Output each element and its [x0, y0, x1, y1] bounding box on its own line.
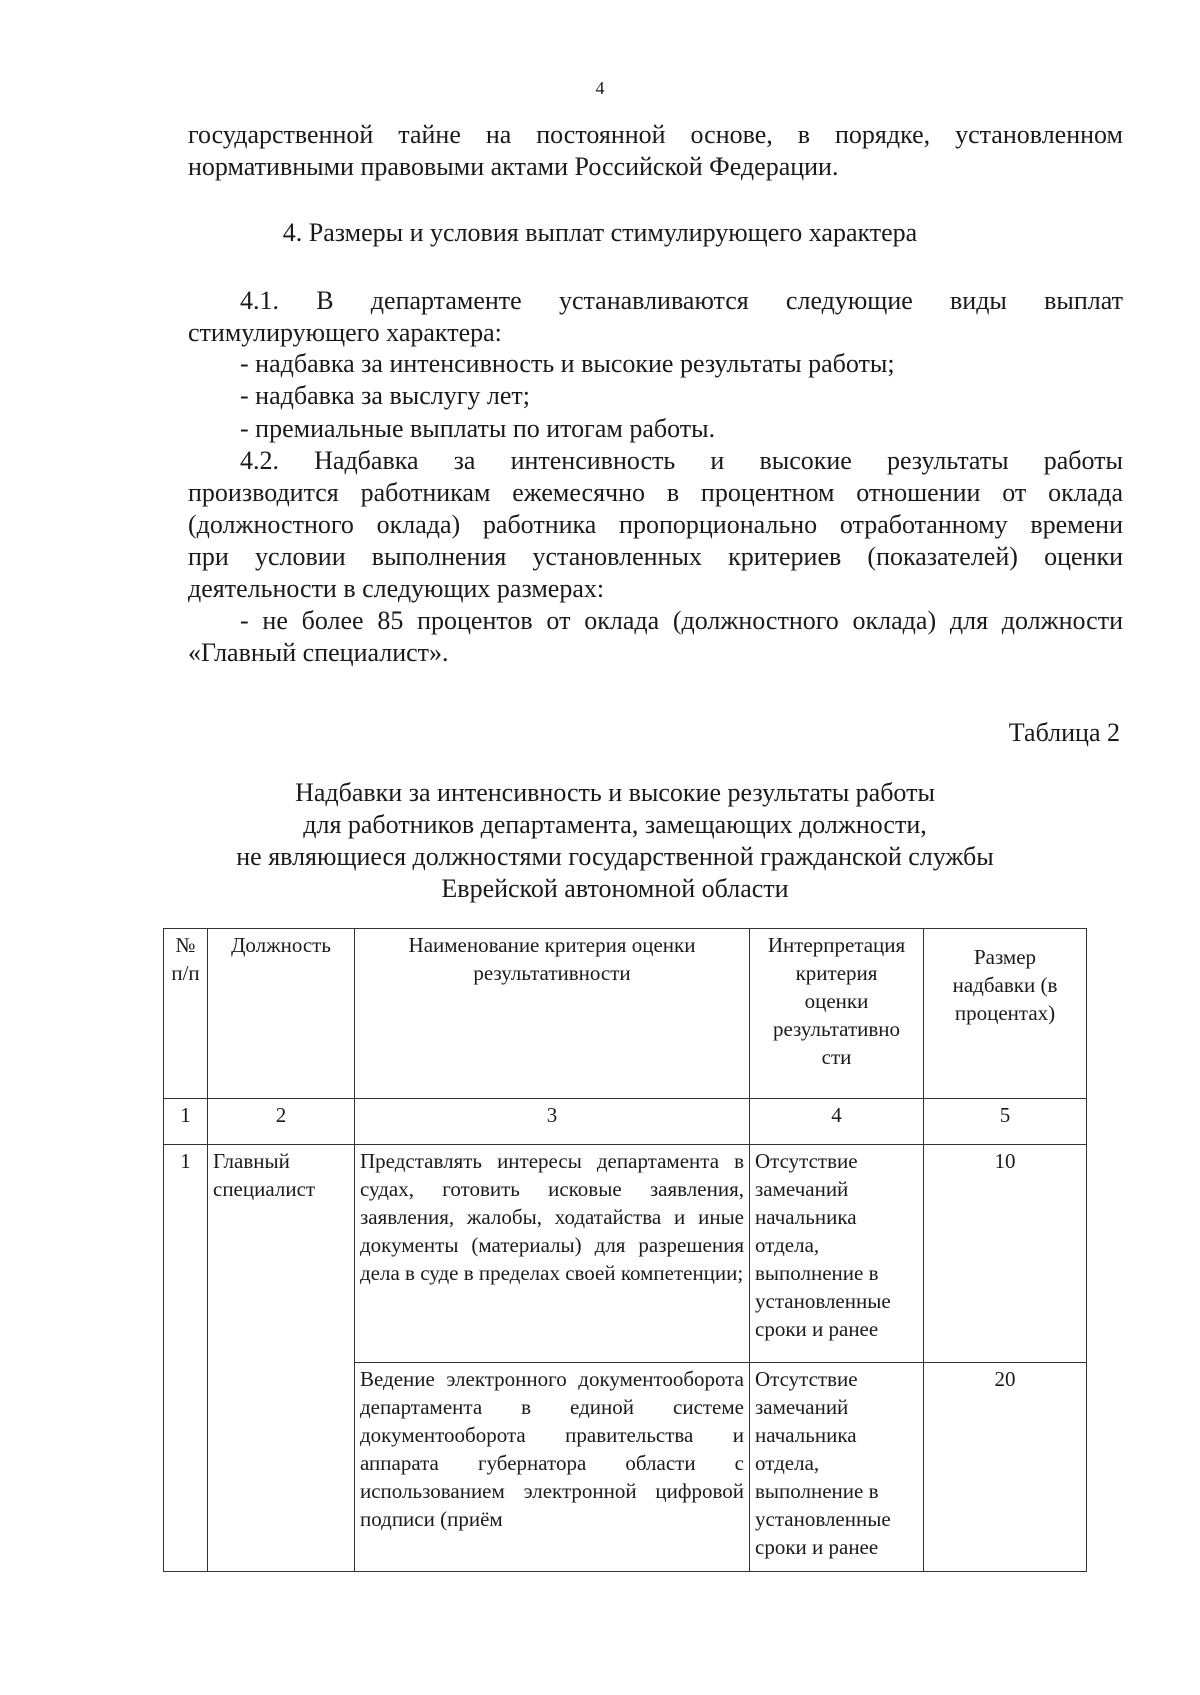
p41-list-item: - надбавка за выслугу лет; [240, 381, 530, 410]
page-number: 4 [595, 78, 605, 98]
section-heading: 4. Размеры и условия выплат стимулирующего характера [282, 218, 918, 247]
header-interp-line: критерия [795, 961, 878, 985]
header-interp-line: Интерпретация [767, 933, 906, 957]
header-position-text: Должность [231, 933, 331, 957]
column-number-row [164, 1099, 1087, 1145]
p42-item-line-2: «Главный специалист». [188, 638, 449, 667]
column-number-cell: 1 [164, 1099, 208, 1145]
header-interp-line: оценки [804, 989, 869, 1013]
p41-line-1: 4.1. В департаменте устанавливаются следующие виды выплат [240, 286, 1123, 315]
interpretation-cell: Отсутствие замечаний начальника отдела, выполнение в установленные сроки и ранее [750, 1145, 924, 1363]
header-interp-line: результативно [772, 1017, 901, 1041]
header-size-line: надбавки (в [952, 973, 1058, 997]
table-header-row [164, 929, 1087, 1099]
interpretation-cell: Отсутствие замечаний начальника отдела, выполнение в установленные сроки и ранее [750, 1363, 924, 1572]
p41-line-2: стимулирующего характера: [188, 318, 502, 347]
header-interp-line: сти [821, 1045, 852, 1069]
column-number-cell: 4 [750, 1099, 924, 1145]
column-number-cell: 3 [355, 1099, 750, 1145]
p42-line-2: производится работникам ежемесячно в процентном отношении от оклада [188, 478, 1123, 507]
p42-line-5: деятельности в следующих размерах: [188, 574, 605, 603]
size-cell: 10 [924, 1145, 1087, 1363]
p41-list-item: - надбавка за интенсивность и высокие результаты работы; [240, 349, 895, 378]
size-cell: 20 [924, 1363, 1087, 1572]
column-number-cell: 2 [208, 1099, 355, 1145]
intro-line-1: государственной тайне на постоянной основе, в порядке, установленном [188, 120, 1123, 149]
allowance-table [163, 928, 1087, 1572]
header-cell-criterion [355, 929, 750, 1099]
header-size-line: процентах) [954, 1001, 1056, 1025]
header-cell-position [208, 929, 355, 1099]
position-cell: Главный специалист [208, 1145, 355, 1572]
p42-line-3: (должностного оклада) работника пропорционально отработанному времени [188, 510, 1123, 539]
intro-line-2: нормативными правовыми актами Российской Федерации. [188, 152, 839, 181]
criterion-cell [355, 1363, 750, 1572]
p41-list-item: - премиальные выплаты по итогам работы. [240, 414, 716, 443]
table-row [164, 1145, 1087, 1363]
table-title-line-4: Еврейской автономной области [441, 874, 789, 903]
header-cell-number [164, 929, 208, 1099]
table-title-line-3: не являющиеся должностями государственной гражданской службы [236, 842, 994, 871]
column-number-cell: 5 [924, 1099, 1087, 1145]
table-title-line-1: Надбавки за интенсивность и высокие результаты работы [295, 778, 935, 807]
header-size-line: Размер [973, 945, 1037, 969]
criterion-text: Ведение электронного документооборота департамента в единой системе документооборота правительства и аппарата губернатора области с использованием электронной цифровой подписи (приём [360, 1367, 744, 1531]
header-number-line: п/п [171, 961, 200, 985]
criterion-cell: Представлять интересы департамента в судах, готовить исковые заявления, заявления, жалобы, ходатайства и иные документы (материалы) для разрешения дела в суде в пределах своей компетенции; [355, 1145, 750, 1363]
row-number-cell: 1 [164, 1145, 208, 1572]
header-number-line: № [175, 933, 196, 957]
header-criterion-text: Наименование критерия оценки результативности [408, 933, 696, 985]
table-label: Таблица 2 [1008, 718, 1120, 747]
p42-line-4: при условии выполнения установленных критериев (показателей) оценки [188, 542, 1123, 571]
table-title-line-2: для работников департамента, замещающих должности, [303, 810, 927, 839]
header-cell-interpretation [750, 929, 924, 1099]
p42-line-1: 4.2. Надбавка за интенсивность и высокие результаты работы [240, 446, 1123, 475]
p42-item-line-1: - не более 85 процентов от оклада (должностного оклада) для должности [240, 606, 1123, 635]
header-cell-size [924, 929, 1087, 1099]
